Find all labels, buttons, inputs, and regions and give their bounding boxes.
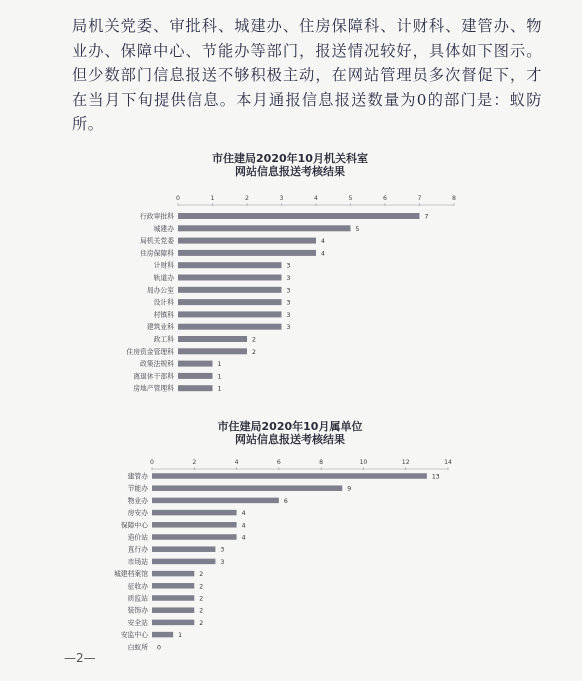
bar — [152, 498, 279, 504]
category-label: 城建档案馆 — [114, 570, 148, 579]
value-label: 1 — [217, 361, 222, 369]
value-label: 3 — [286, 275, 291, 282]
bar — [152, 583, 194, 589]
x-tick-label: 4 — [234, 459, 239, 466]
category-label: 计财科 — [153, 261, 174, 270]
bar — [178, 299, 282, 305]
page-number: —2— — [64, 651, 96, 665]
chart-department-reports — [110, 152, 470, 408]
value-label: 4 — [241, 510, 246, 518]
bar — [178, 225, 351, 231]
bar — [178, 385, 213, 391]
x-tick-label: 4 — [314, 195, 318, 202]
category-label: 离退休干部科 — [133, 372, 174, 381]
value-label: 2 — [199, 595, 204, 603]
bar — [178, 361, 213, 367]
value-label: 13 — [431, 473, 440, 481]
category-label: 局机关党委 — [140, 237, 174, 246]
bar — [152, 595, 194, 601]
value-label: 9 — [347, 485, 352, 493]
bar — [178, 238, 316, 244]
category-label: 行政审批科 — [140, 212, 174, 221]
value-label: 4 — [241, 534, 246, 542]
x-tick-label: 0 — [150, 459, 154, 466]
value-label: 3 — [220, 558, 225, 566]
value-label: 7 — [424, 213, 429, 221]
chart-unit-reports — [110, 420, 470, 671]
chart-plot — [110, 446, 470, 671]
category-label: 局办公室 — [146, 286, 174, 295]
category-label: 保障中心 — [120, 521, 148, 530]
category-label: 安全站 — [127, 618, 148, 627]
value-label: 3 — [286, 287, 291, 295]
bar — [152, 620, 194, 626]
category-label: 建筑业科 — [146, 323, 174, 332]
category-label: 政策法规科 — [140, 360, 174, 369]
category-label: 住房资金管理科 — [126, 347, 174, 356]
bar — [152, 485, 342, 491]
category-label: 房地产管理科 — [133, 384, 174, 393]
category-label: 直行办 — [127, 545, 148, 554]
x-tick-label: 3 — [279, 195, 284, 202]
value-label: 1 — [178, 632, 183, 640]
value-label: 1 — [217, 373, 222, 381]
x-tick-label: 5 — [348, 195, 353, 202]
category-label: 节能办 — [127, 484, 148, 493]
bar — [178, 336, 247, 342]
bar — [178, 311, 282, 317]
value-label: 3 — [286, 324, 291, 332]
value-label: 4 — [241, 522, 246, 530]
bar — [178, 213, 420, 219]
category-label: 建管办 — [127, 472, 148, 481]
x-tick-label: 10 — [359, 459, 368, 466]
x-tick-label: 8 — [452, 195, 456, 202]
bar — [152, 559, 215, 565]
category-label: 物业办 — [127, 496, 148, 505]
bar — [152, 473, 427, 479]
value-label: 3 — [286, 262, 291, 270]
category-label: 村镇科 — [153, 310, 174, 319]
bar — [178, 287, 282, 293]
bar — [178, 324, 282, 330]
category-label: 房安办 — [127, 509, 148, 518]
bar — [152, 534, 237, 540]
value-label: 1 — [217, 385, 222, 393]
chart-title — [110, 152, 470, 178]
bar — [178, 262, 282, 268]
x-tick-label: 2 — [192, 459, 197, 466]
x-tick-label: 12 — [401, 459, 410, 466]
chart-title-line2: 网站信息报送考核结果 — [235, 433, 345, 446]
category-label: 装饰办 — [127, 606, 148, 615]
bar — [178, 373, 213, 379]
x-tick-label: 6 — [276, 459, 281, 466]
value-label: 2 — [199, 583, 204, 591]
x-tick-label: 0 — [176, 195, 180, 202]
value-label: 2 — [199, 607, 204, 615]
chart-title-line2: 网站信息报送考核结果 — [235, 165, 345, 178]
bar — [152, 632, 173, 638]
bar — [152, 571, 194, 577]
bar — [178, 250, 316, 256]
value-label: 2 — [252, 348, 256, 356]
category-label: 安监中心 — [120, 631, 148, 640]
value-label: 0 — [157, 644, 161, 652]
category-label: 白蚁所 — [127, 643, 148, 652]
category-label: 征收办 — [127, 582, 148, 591]
x-tick-label: 7 — [417, 195, 422, 202]
bar — [178, 275, 282, 281]
x-tick-label: 6 — [383, 195, 387, 202]
category-label: 市场站 — [127, 557, 148, 566]
body-paragraph: 局机关党委、审批科、城建办、住房保障科、计财科、建管办、物业办、保障中心、节能办等部门，报送情况较好，具体如下图示。但少数部门信息报送不够积极主动，在网站管理员多次督促下，才在当月下旬提供信息。本月通报信息报送数量为0的部门是：蚁防所。 — [72, 17, 542, 134]
category-label: 住房保障科 — [140, 249, 174, 258]
value-label: 2 — [199, 571, 204, 579]
value-label: 2 — [252, 336, 256, 344]
bar — [152, 607, 194, 613]
chart-title-line1: 市住建局2020年10月属单位 — [217, 420, 363, 433]
value-label: 6 — [283, 497, 288, 505]
x-tick-label: 1 — [210, 195, 215, 202]
category-label: 政工科 — [153, 335, 174, 344]
value-label: 3 — [220, 546, 225, 554]
chart-plot — [110, 178, 470, 408]
x-tick-label: 8 — [319, 459, 324, 466]
x-tick-label: 2 — [245, 195, 249, 202]
category-label: 轨道办 — [153, 274, 174, 282]
chart-title — [110, 420, 470, 446]
bar — [152, 510, 237, 515]
value-label: 4 — [321, 238, 325, 246]
value-label: 4 — [321, 250, 325, 258]
chart-title-line1: 市住建局2020年10月机关科室 — [212, 152, 368, 165]
category-label: 造价站 — [127, 533, 148, 542]
value-label: 2 — [199, 619, 204, 627]
category-label: 质监站 — [127, 594, 148, 603]
bar — [178, 348, 247, 354]
x-tick-label: 14 — [444, 459, 452, 466]
bar — [152, 546, 215, 552]
category-label: 设计科 — [153, 298, 174, 307]
category-label: 城建办 — [153, 224, 174, 233]
value-label: 5 — [355, 225, 360, 233]
value-label: 3 — [286, 299, 291, 307]
value-label: 3 — [286, 311, 291, 319]
bar — [152, 522, 237, 528]
